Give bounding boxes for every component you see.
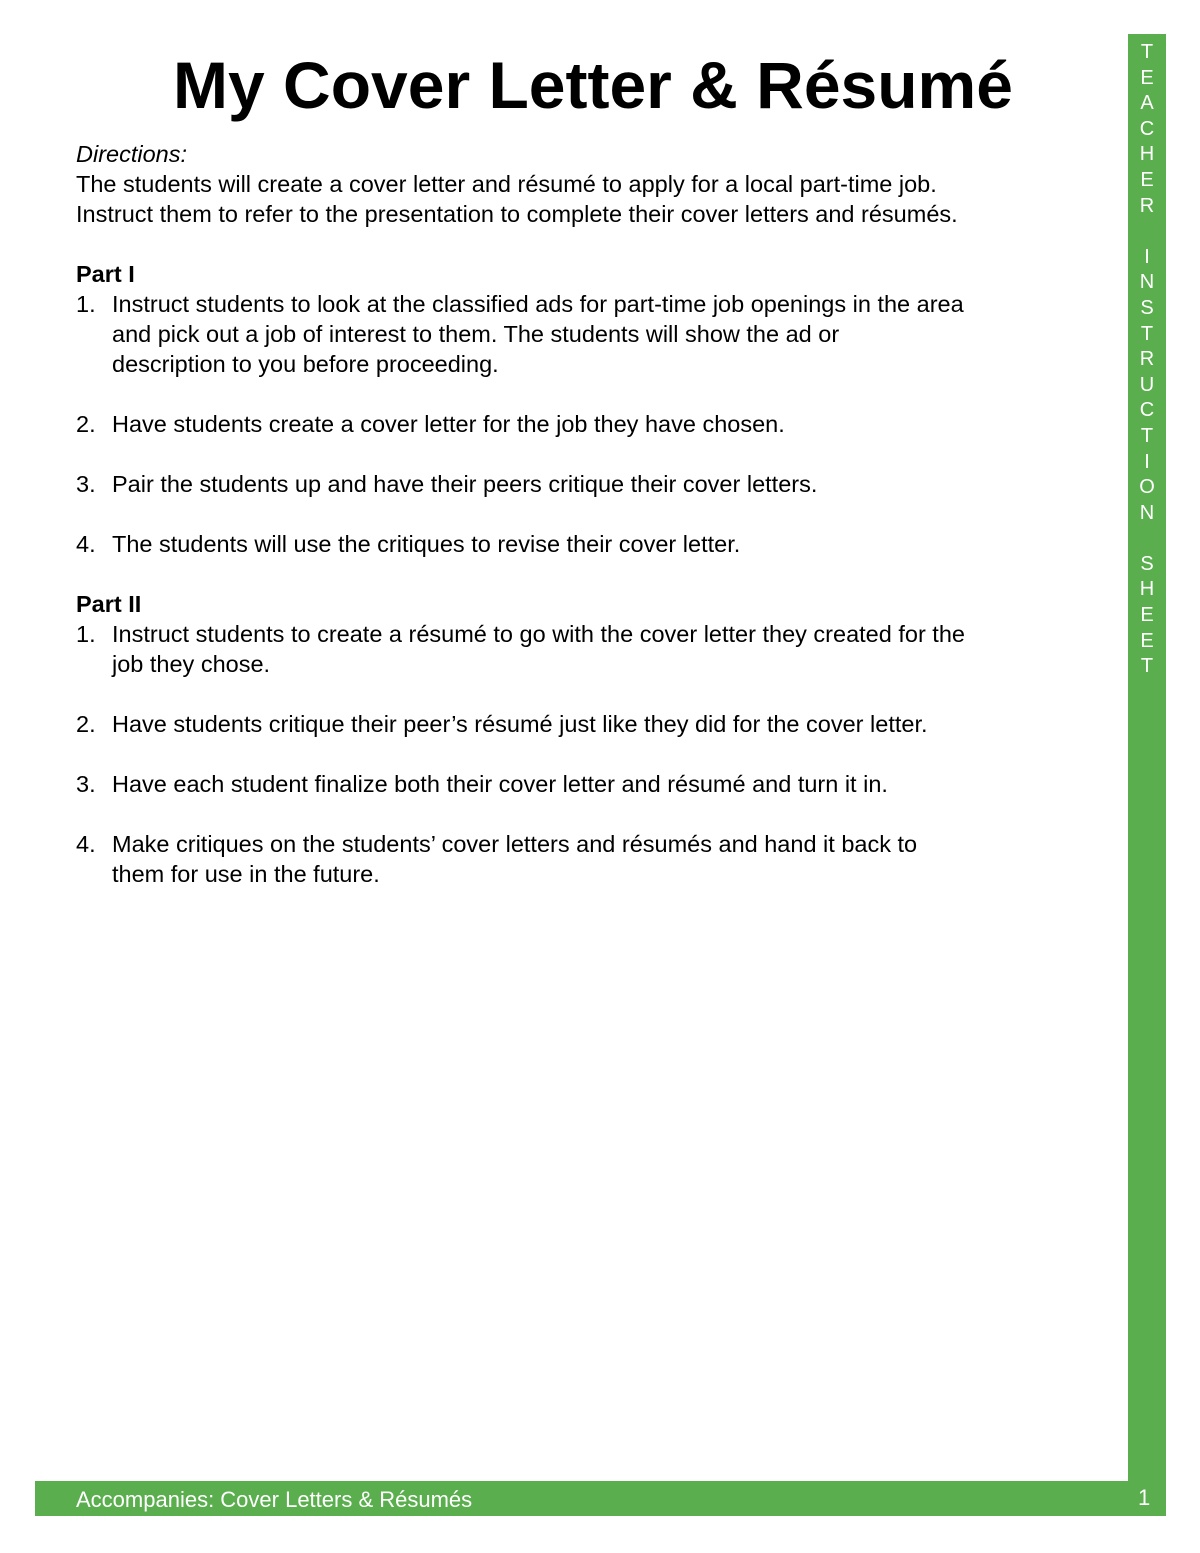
sidebar-letter: E xyxy=(1140,629,1154,652)
item-number: 3. xyxy=(76,771,96,797)
item-line: Make critiques on the students’ cover letters and résumés and hand it back to xyxy=(112,831,918,857)
sidebar-letter: O xyxy=(1139,476,1155,499)
sidebar-band xyxy=(1128,34,1166,1516)
directions-line: The students will create a cover letter and résumé to apply for a local part-time job. xyxy=(76,171,937,197)
item-number: 4. xyxy=(76,531,96,557)
item-line: Instruct students to look at the classified ads for part-time job openings in the area xyxy=(112,291,964,317)
sidebar-letter xyxy=(1144,219,1150,245)
item-text xyxy=(112,409,1121,439)
sidebar-letter: H xyxy=(1139,143,1155,166)
sidebar-letter: E xyxy=(1140,168,1154,191)
item-number: 1. xyxy=(76,291,96,317)
item-line: Instruct students to create a résumé to go with the cover letter they created for the xyxy=(112,621,965,647)
directions-label: Directions: xyxy=(76,141,188,167)
sidebar-letter: A xyxy=(1140,92,1154,115)
item-number: 4. xyxy=(76,831,96,857)
item-line: them for use in the future. xyxy=(112,861,380,887)
item-text xyxy=(112,829,1121,889)
part-1-list xyxy=(76,289,1121,559)
list-item xyxy=(76,409,1121,439)
item-line: Have students create a cover letter for the job they have chosen. xyxy=(112,411,785,437)
sidebar-letter: S xyxy=(1140,296,1154,319)
item-number: 1. xyxy=(76,621,96,647)
directions-line: Instruct them to refer to the presentation to complete their cover letters and résumés. xyxy=(76,201,958,227)
sidebar-letter: C xyxy=(1139,399,1155,422)
item-line: job they chose. xyxy=(112,651,271,677)
part-2-list xyxy=(76,619,1121,889)
sidebar-letter: C xyxy=(1139,117,1155,140)
item-line: The students will use the critiques to revise their cover letter. xyxy=(112,531,741,557)
item-number: 2. xyxy=(76,411,96,437)
sidebar-letter: T xyxy=(1140,41,1154,63)
list-item xyxy=(76,769,1121,799)
sidebar-letter: N xyxy=(1139,271,1155,294)
item-text xyxy=(112,529,1121,559)
item-text xyxy=(112,769,1121,799)
list-item xyxy=(76,619,1121,679)
item-line: Pair the students up and have their peers critique their cover letters. xyxy=(112,471,818,497)
item-text xyxy=(112,469,1121,499)
sidebar-letter: U xyxy=(1139,373,1155,396)
list-item xyxy=(76,709,1121,739)
sidebar-letter: R xyxy=(1139,194,1155,217)
sidebar-letter: R xyxy=(1139,348,1155,371)
sidebar-letter: T xyxy=(1140,322,1154,345)
item-line: and pick out a job of interest to them. The students will show the ad or xyxy=(112,321,840,347)
page-number: 1 xyxy=(1138,1485,1151,1510)
footer-band xyxy=(35,1481,1166,1516)
sidebar-letter: E xyxy=(1140,66,1154,89)
item-number: 2. xyxy=(76,711,96,737)
sidebar-letter: T xyxy=(1140,655,1154,678)
footer-text: Accompanies: Cover Letters & Résumés xyxy=(76,1487,473,1512)
item-line: Have each student finalize both their cover letter and résumé and turn it in. xyxy=(112,771,888,797)
sidebar-letter: T xyxy=(1140,424,1154,447)
list-item xyxy=(76,469,1121,499)
list-item xyxy=(76,529,1121,559)
part-2-heading: Part II xyxy=(76,591,142,617)
sidebar-letter: I xyxy=(1144,245,1150,268)
sidebar-vertical-text xyxy=(1128,40,1166,680)
sidebar-letter: I xyxy=(1144,450,1150,473)
sidebar-letter: H xyxy=(1139,578,1155,601)
list-item xyxy=(76,289,1121,379)
item-text xyxy=(112,289,1121,379)
list-item xyxy=(76,829,1121,889)
sidebar-letter: N xyxy=(1139,501,1155,524)
part-1-heading: Part I xyxy=(76,261,135,287)
item-text xyxy=(112,619,1121,679)
page-title: My Cover Letter & Résumé xyxy=(173,48,1013,122)
sidebar-letter xyxy=(1144,526,1150,552)
sidebar-letter: S xyxy=(1140,552,1154,575)
document-body xyxy=(76,139,1121,889)
item-number: 3. xyxy=(76,471,96,497)
item-line: description to you before proceeding. xyxy=(112,351,499,377)
item-text xyxy=(112,709,1121,739)
sidebar-letter: E xyxy=(1140,604,1154,627)
item-line: Have students critique their peer’s résumé just like they did for the cover letter. xyxy=(112,711,928,737)
